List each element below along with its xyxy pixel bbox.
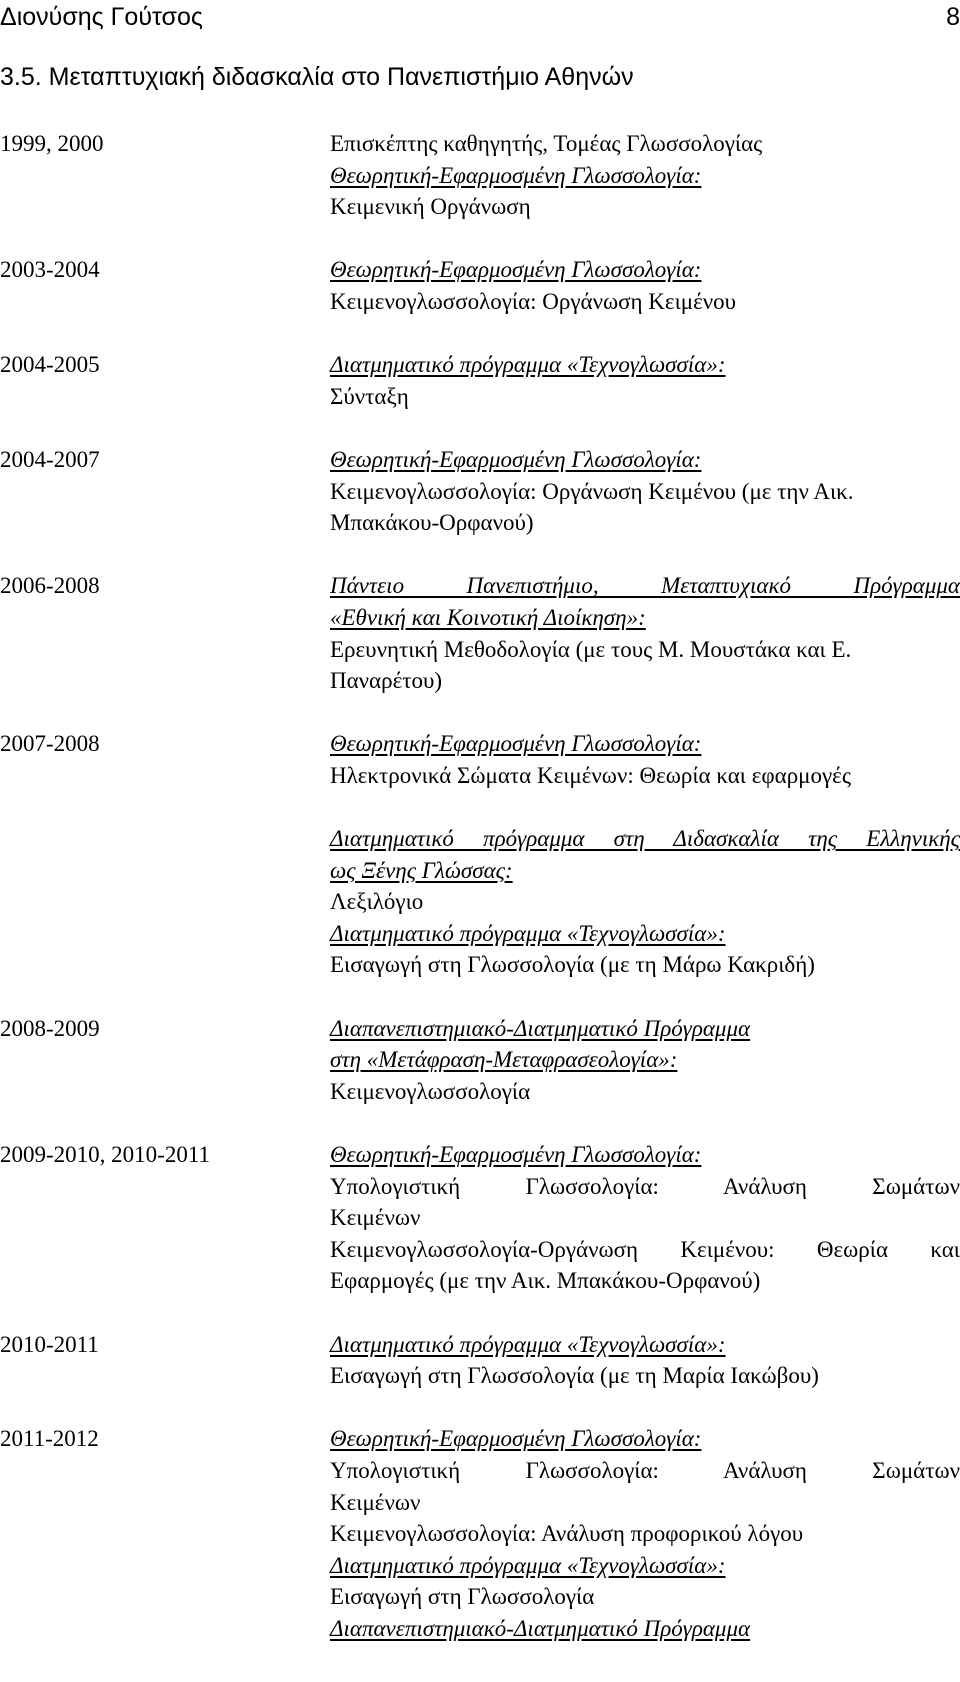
entry-line bbox=[330, 1076, 960, 1108]
course-text: Κειμενογλωσσολογία: Οργάνωση Κειμένου (με την Αικ. bbox=[330, 478, 854, 504]
course-text: Κειμενική Οργάνωση bbox=[330, 194, 531, 220]
entry-line bbox=[330, 1265, 960, 1297]
course-text: Κειμένων bbox=[330, 1489, 421, 1515]
entry-year: 2011-2012 bbox=[0, 1426, 99, 1452]
course-text: Εφαρμογές (με την Αικ. Μπακάκου-Ορφανού) bbox=[330, 1268, 761, 1294]
teaching-entry bbox=[0, 444, 960, 539]
entry-line bbox=[330, 570, 960, 602]
program-name: Θεωρητική-Εφαρμοσμένη Γλωσσολογία: bbox=[330, 1426, 702, 1452]
program-name: Πάντειο Πανεπιστήμιο, Μεταπτυχιακό Πρόγραμμα bbox=[330, 573, 960, 599]
program-name: Διαπανεπιστημιακό-Διατμηματικό Πρόγραμμα bbox=[330, 1615, 751, 1641]
course-text: Κειμενογλωσσολογία: Οργάνωση Κειμένου bbox=[330, 288, 737, 314]
entry-line bbox=[330, 728, 960, 760]
program-name: Διατμηματικό πρόγραμμα «Τεχνογλωσσία»: bbox=[330, 1331, 726, 1357]
entry-description bbox=[330, 128, 960, 223]
entry-year: 2008-2009 bbox=[0, 1015, 100, 1041]
course-text: Εισαγωγή στη Γλωσσολογία bbox=[330, 1584, 595, 1610]
entry-line bbox=[330, 823, 960, 855]
teaching-entry bbox=[0, 1423, 960, 1644]
entry-line bbox=[330, 507, 960, 539]
entry-line bbox=[330, 918, 960, 950]
entry-line bbox=[330, 1613, 960, 1645]
entry-year: 2006-2008 bbox=[0, 573, 100, 599]
entry-line bbox=[330, 1360, 960, 1392]
entry-line bbox=[330, 665, 960, 697]
course-text: Ερευνητική Μεθοδολογία (με τους Μ. Μουστάκα και Ε. bbox=[330, 636, 852, 662]
teaching-entry bbox=[0, 823, 960, 981]
entry-line bbox=[330, 286, 960, 318]
entry-line bbox=[330, 1550, 960, 1582]
page-number: 8 bbox=[946, 3, 960, 31]
entry-line bbox=[330, 1423, 960, 1455]
entry-line bbox=[330, 476, 960, 508]
entry-description bbox=[330, 728, 960, 791]
program-name: Διατμηματικό πρόγραμμα «Τεχνογλωσσία»: bbox=[330, 352, 726, 378]
entry-year: 1999, 2000 bbox=[0, 131, 104, 156]
program-name: Διατμηματικό πρόγραμμα στη Διδασκαλία της Ελληνικής bbox=[330, 826, 960, 852]
entry-line bbox=[330, 1234, 960, 1266]
course-text: Εισαγωγή στη Γλωσσολογία (με τη Μάρω Κακριδή) bbox=[330, 952, 815, 978]
entry-year: 2003-2004 bbox=[0, 257, 100, 283]
course-text: Υπολογιστική Γλωσσολογία: Ανάλυση Σωμάτων bbox=[330, 1457, 960, 1483]
entry-line bbox=[330, 381, 960, 413]
course-text: Παναρέτου) bbox=[330, 668, 443, 694]
entry-year: 2004-2007 bbox=[0, 446, 100, 472]
entry-line bbox=[330, 634, 960, 666]
program-name: στη «Μετάφραση-Μεταφρασεολογία»: bbox=[330, 1047, 678, 1073]
teaching-entries-list bbox=[0, 128, 960, 1676]
entry-line bbox=[330, 1202, 960, 1234]
entry-description bbox=[330, 823, 960, 981]
entry-description bbox=[330, 349, 960, 412]
entry-description bbox=[330, 1423, 960, 1644]
course-text: Σύνταξη bbox=[330, 383, 409, 409]
section-title: 3.5. Μεταπτυχιακή διδασκαλία στο Πανεπιστήμιο Αθηνών bbox=[0, 63, 634, 91]
entry-line bbox=[330, 855, 960, 887]
teaching-entry bbox=[0, 570, 960, 696]
course-text: Επισκέπτης καθηγητής, Τομέας Γλωσσολογίας bbox=[330, 131, 763, 156]
entry-year: 2009-2010, 2010-2011 bbox=[0, 1142, 210, 1167]
course-text: Λεξιλόγιο bbox=[330, 889, 424, 915]
course-text: Κειμενογλωσσολογία-Οργάνωση Κειμένου: Θεωρία και bbox=[330, 1236, 960, 1262]
entry-description bbox=[330, 444, 960, 539]
teaching-entry bbox=[0, 728, 960, 791]
program-name: Θεωρητική-Εφαρμοσμένη Γλωσσολογία: bbox=[330, 257, 702, 283]
teaching-entry bbox=[0, 128, 960, 223]
program-name: Διατμηματικό πρόγραμμα «Τεχνογλωσσία»: bbox=[330, 920, 726, 946]
entry-line bbox=[330, 191, 960, 223]
course-text: Μπακάκου-Ορφανού) bbox=[330, 510, 534, 536]
entry-line bbox=[330, 886, 960, 918]
entry-description bbox=[330, 1139, 960, 1297]
entry-line bbox=[330, 1518, 960, 1550]
teaching-entry bbox=[0, 254, 960, 317]
course-text: Ηλεκτρονικά Σώματα Κειμένων: Θεωρία και εφαρμογές bbox=[330, 762, 851, 788]
program-name: Θεωρητική-Εφαρμοσμένη Γλωσσολογία: bbox=[330, 1142, 702, 1167]
course-text: Εισαγωγή στη Γλωσσολογία (με τη Μαρία Ιακώβου) bbox=[330, 1363, 819, 1389]
header-author: Διονύσης Γούτσος bbox=[0, 3, 203, 31]
program-name: Θεωρητική-Εφαρμοσμένη Γλωσσολογία: bbox=[330, 446, 702, 472]
course-text: Κειμενογλωσσολογία: Ανάλυση προφορικού λόγου bbox=[330, 1521, 804, 1547]
entry-line bbox=[330, 1455, 960, 1487]
program-name: «Εθνική και Κοινοτική Διοίκηση»: bbox=[330, 604, 646, 630]
entry-line bbox=[330, 1044, 960, 1076]
course-text: Κειμένων bbox=[330, 1205, 421, 1231]
entry-line bbox=[330, 760, 960, 792]
entry-line bbox=[330, 128, 960, 160]
teaching-entry bbox=[0, 349, 960, 412]
entry-line bbox=[330, 1139, 960, 1171]
entry-description bbox=[330, 254, 960, 317]
entry-line bbox=[330, 1329, 960, 1361]
entry-line bbox=[330, 949, 960, 981]
entry-line bbox=[330, 444, 960, 476]
entry-line bbox=[330, 254, 960, 286]
entry-line bbox=[330, 160, 960, 192]
entry-line bbox=[330, 349, 960, 381]
entry-year: 2004-2005 bbox=[0, 352, 100, 378]
program-name: Θεωρητική-Εφαρμοσμένη Γλωσσολογία: bbox=[330, 731, 702, 757]
entry-line bbox=[330, 1581, 960, 1613]
entry-line bbox=[330, 1487, 960, 1519]
entry-line bbox=[330, 1171, 960, 1203]
program-name: Θεωρητική-Εφαρμοσμένη Γλωσσολογία: bbox=[330, 162, 702, 188]
teaching-entry bbox=[0, 1329, 960, 1392]
teaching-entry bbox=[0, 1013, 960, 1108]
program-name: Διατμηματικό πρόγραμμα «Τεχνογλωσσία»: bbox=[330, 1552, 726, 1578]
entry-year: 2007-2008 bbox=[0, 731, 100, 757]
entry-line bbox=[330, 1013, 960, 1045]
entry-description bbox=[330, 1329, 960, 1392]
entry-description bbox=[330, 1013, 960, 1108]
program-name: ως Ξένης Γλώσσας: bbox=[330, 857, 513, 883]
entry-line bbox=[330, 602, 960, 634]
entry-description bbox=[330, 570, 960, 696]
course-text: Υπολογιστική Γλωσσολογία: Ανάλυση Σωμάτων bbox=[330, 1173, 960, 1199]
entry-year: 2010-2011 bbox=[0, 1331, 99, 1357]
program-name: Διαπανεπιστημιακό-Διατμηματικό Πρόγραμμα bbox=[330, 1015, 751, 1041]
teaching-entry bbox=[0, 1139, 960, 1297]
course-text: Κειμενογλωσσολογία bbox=[330, 1078, 531, 1104]
